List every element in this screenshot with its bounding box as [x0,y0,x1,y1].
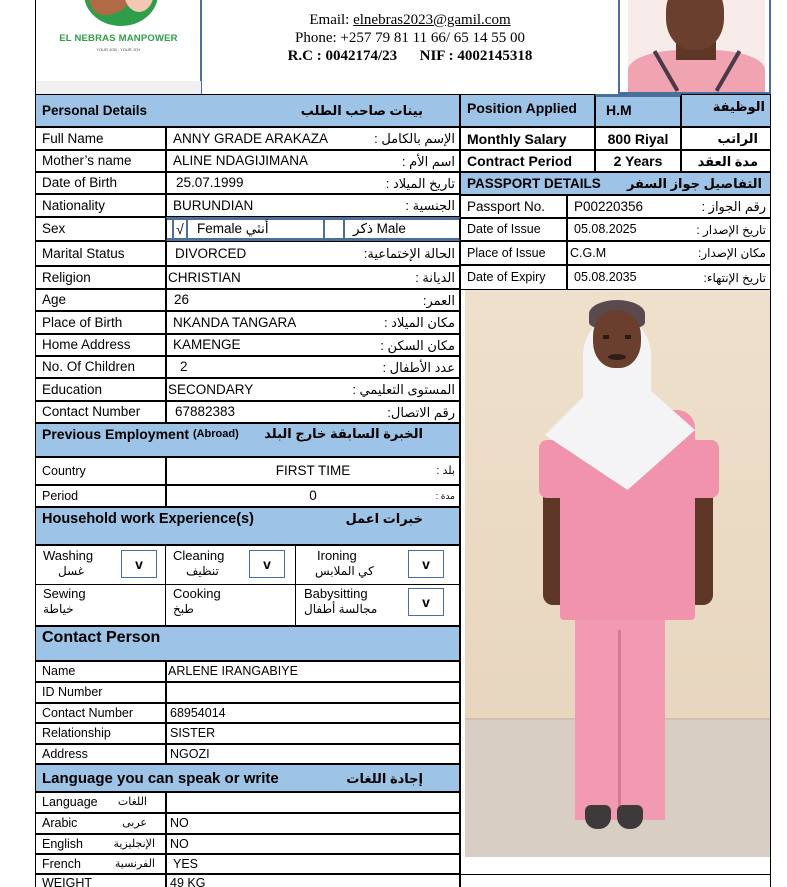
label-nationality: Nationality [35,194,166,217]
value-place-of-birth: NKANDA TANGARA مكان الميلاد : [166,311,460,334]
label-date-of-expiry: Date of Expiry [460,265,567,290]
label-arabic: Arabic عربى [35,813,166,834]
value-address: NGOZI [166,744,460,764]
phone-line: Phone: +257 79 81 11 66/ 65 14 55 00 [295,30,525,46]
value-marital-status: DIVORCED الحالة الإختماعية: [166,241,460,266]
label-address: Address [35,744,166,764]
value-country: FIRST TIME بلد : [166,457,460,485]
ironing-checkbox[interactable]: v [408,550,444,578]
label-place-of-birth: Place of Birth [35,311,166,334]
value-position-applied: H.M [595,94,681,127]
label-age: Age [35,289,166,311]
label-position-applied: Position Applied [460,94,595,127]
value-period: 0 مدة : [166,485,460,507]
value-no-of-children: 2 عدد الأطفال : [166,356,460,378]
household-skills-grid [35,545,460,626]
company-tagline: YOUR JOB , YOUR JOY [96,47,141,52]
label-religion: Religion [35,266,166,289]
label-full-name: Full Name [35,127,166,150]
label-id-number: ID Number [35,682,166,703]
cleaning-checkbox[interactable]: v [249,550,285,578]
company-logo-panel [35,0,202,94]
email-line: Email: elnebras2023@gamil.com [309,12,511,28]
previous-employment-header: Previous Employment (Abroad) الخبرة السابقة خارج البلد [35,423,460,457]
female-option-label: Female أنثي [197,221,269,236]
label-passport-no: Passport No. [460,195,567,218]
washing-checkbox[interactable]: v [121,550,157,578]
value-contact-name: ARLENE IRANGABIYE [166,661,460,682]
value-relationship: SISTER [166,723,460,744]
email-link[interactable]: elnebras2023@gamil.com [353,12,511,28]
label-date-of-birth: Date of Birth [35,172,166,194]
label-weight: WEIGHT [35,874,166,887]
languages-header: Language you can speak or write إجادة اللغات [35,764,460,792]
value-english: NO [166,834,460,854]
value-date-of-expiry: 05.08.2035 تاريخ الإنتهاء: [567,265,771,290]
language-column-header: Language اللغات [35,792,166,813]
portrait-photo [618,0,771,94]
value-mothers-name: ALINE NDAGIJIMANA اسم الأم : [166,150,460,172]
skill-cleaning: Cleaning تنظيف v [166,546,296,585]
registration-line [202,47,618,66]
label-contact-person-number: Contact Number [35,703,166,723]
sex-selector [166,217,460,241]
label-mothers-name: Mother’s name [35,150,166,172]
label-contract-period-ar: مدة العقد [681,150,771,172]
label-contact-name: Name [35,661,166,682]
label-french: French الفرنسية [35,854,166,874]
value-date-of-issue: 05.08.2025 تاريخ الإصدار : [567,218,771,241]
male-checkbox[interactable] [323,220,345,238]
value-contact-number: 67882383 رقم الاتصال: [166,401,460,423]
company-logo-icon [84,0,158,26]
label-place-of-issue: Place of Issue [460,241,567,265]
value-weight: 49 KG [166,874,460,887]
company-name: EL NEBRAS MANPOWER [59,33,178,44]
value-passport-no: P00220356 رقم الجواز : [567,195,771,218]
full-body-photo [465,290,770,857]
contact-person-header: Contact Person [35,626,460,661]
skill-ironing: Ironing كي الملابس v [296,546,459,585]
value-date-of-birth: 25.07.1999 تاريخ الميلاد : [166,172,460,194]
rc-number: R.C : 0042174/23 [287,48,398,64]
value-full-name: ANNY GRADE ARAKAZA الإسم بالكامل : [166,127,460,150]
nif-number: NIF : 4002145318 [419,48,533,64]
value-age: 26 العمر: [166,289,460,311]
skill-washing: Washing غسل v [36,546,166,585]
value-id-number [166,682,460,703]
passport-details-header: PASSPORT DETAILS التفاصيل جواز السفر [460,172,771,195]
household-experience-header: Household work Experience(s) خبرات اعمل [35,507,460,545]
label-english: English الإنجليزية [35,834,166,854]
label-country: Country [35,457,166,485]
value-education: SECONDARY المستوى التعليمي : [166,378,460,401]
label-contact-number: Contact Number [35,401,166,423]
skill-cooking: Cooking طبخ [166,585,296,625]
value-place-of-issue: C.G.M مكان الإصدار: [567,241,771,265]
language-value-header [166,792,460,813]
value-french: YES [166,854,460,874]
label-relationship: Relationship [35,723,166,744]
label-monthly-salary: Monthly Salary [460,127,595,150]
label-no-of-children: No. Of Children [35,356,166,378]
value-religion: CHRISTIAN الديانة : [166,266,460,289]
value-arabic: NO [166,813,460,834]
label-marital-status: Marital Status [35,241,166,266]
value-nationality: BURUNDIAN الجنسية : [166,194,460,217]
label-period: Period [35,485,166,507]
value-monthly-salary: 800 Riyal [595,127,681,150]
label-education: Education [35,378,166,401]
label-position-applied-ar: الوظيفة [681,94,771,127]
babysitting-checkbox[interactable]: v [408,588,444,616]
personal-details-header: Personal Details بينات صاحب الطلب [35,94,460,127]
female-checkbox[interactable]: √ [172,220,188,238]
value-contract-period: 2 Years [595,150,681,172]
company-contact-info [202,0,618,94]
skill-sewing: Sewing خياطة [36,585,166,625]
male-option-label: ذكر Male [353,221,406,236]
skill-babysitting: Babysitting مجالسة أطفال v [296,585,459,625]
value-contact-person-number: 68954014 [166,703,460,723]
label-date-of-issue: Date of Issue [460,218,567,241]
value-home-address: KAMENGE مكان السكن : [166,334,460,356]
label-home-address: Home Address [35,334,166,356]
label-sex: Sex [35,217,166,241]
label-contract-period: Contract Period [460,150,595,172]
label-monthly-salary-ar: الراتب [681,127,771,150]
